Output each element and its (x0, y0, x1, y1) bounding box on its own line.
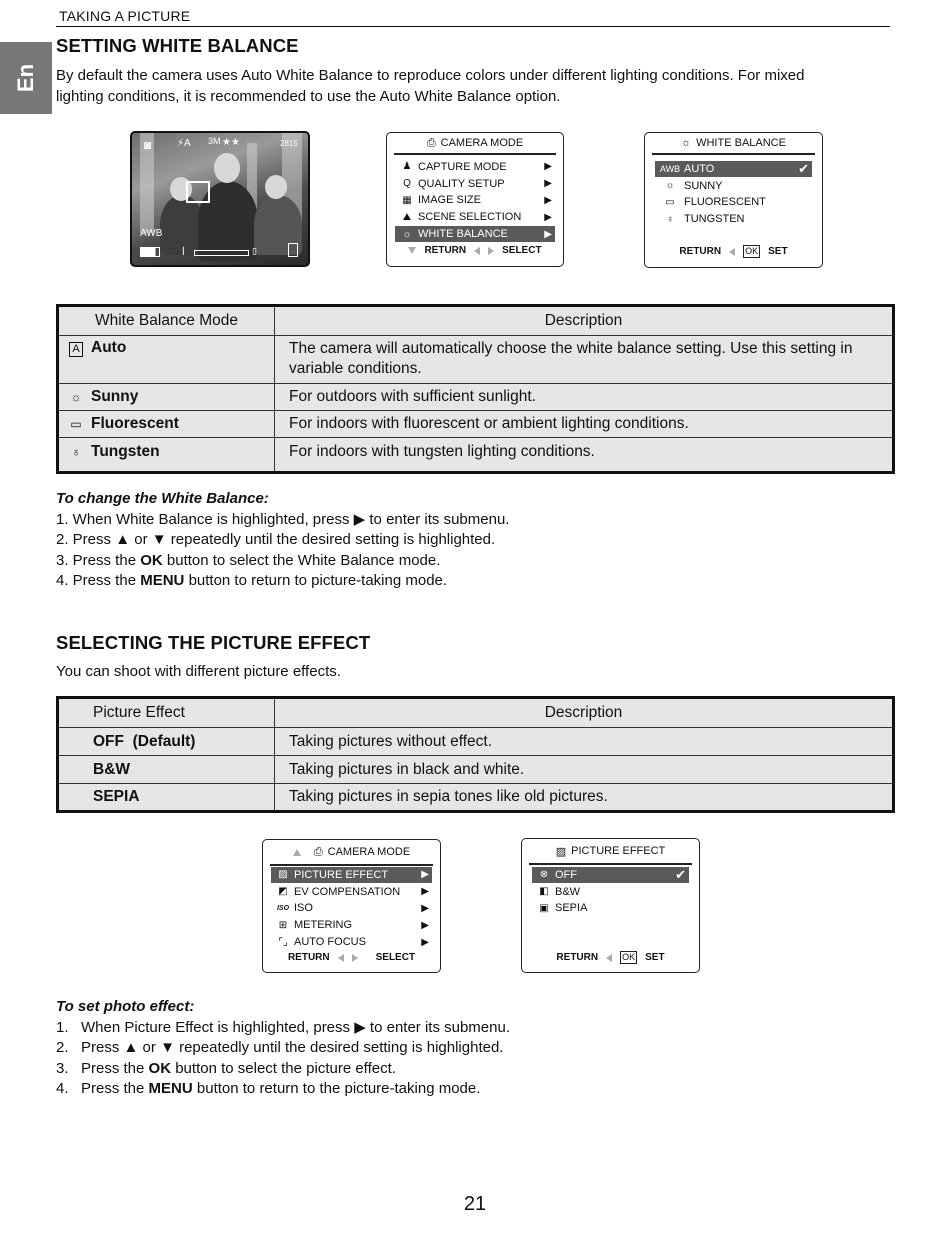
fluorescent-icon: ▭ (70, 417, 82, 431)
wb-option-label: TUNGSTEN (684, 213, 745, 226)
wb-option-label: FLUORESCENT (684, 196, 766, 209)
table-header-row (58, 698, 894, 728)
menu-item-label: METERING (294, 919, 353, 932)
column-header: Description (275, 698, 894, 728)
mode-cell: SEPIA (58, 784, 275, 812)
effect-option-label: B&W (555, 885, 581, 898)
zoom-bar (194, 250, 249, 256)
effect-option-off[interactable] (532, 867, 689, 884)
picture-effect-menu-screen (521, 838, 700, 973)
description-cell: Taking pictures in black and white. (275, 756, 894, 784)
step-text: button to select the White Balance mode. (166, 551, 441, 569)
white-balance-icon: ☼ (402, 228, 412, 240)
step-text: repeatedly until the desired setting is highlighted. (179, 1039, 504, 1056)
menu-item-metering[interactable] (271, 917, 432, 934)
menu-button-label: MENU (140, 572, 185, 589)
menu-item-label: EV COMPENSATION (294, 885, 401, 898)
mode-cell (58, 438, 275, 473)
column-header: Picture Effect (58, 698, 275, 728)
white-balance-heading: SETTING WHITE BALANCE (56, 35, 299, 56)
menu-item-label: ISO (294, 902, 313, 915)
menu-item-label: PICTURE EFFECT (294, 868, 389, 881)
menu-item-label: IMAGE SIZE (418, 194, 481, 207)
left-arrow-icon (338, 954, 344, 962)
quality-stars: ★★ (222, 137, 240, 148)
menu-item-label: CAPTURE MODE (418, 160, 507, 173)
table-row (58, 336, 894, 384)
sun-icon: ☼ (70, 390, 82, 404)
table-row (58, 411, 894, 438)
step-text: Press the (81, 1080, 145, 1097)
camera-preview-screen (130, 131, 310, 267)
header-rule (56, 26, 890, 27)
mode-cell (58, 336, 275, 384)
step-text: to enter its submenu. (369, 510, 510, 528)
right-arrow-icon (352, 954, 358, 962)
camera-mode-title (263, 840, 440, 864)
effect-option-label: SEPIA (555, 902, 588, 915)
camera-mode-menu-screen (386, 132, 564, 267)
select-label: SELECT (375, 952, 416, 963)
zoom-wide-icon: ꟾ (182, 247, 185, 257)
ev-icon: ◩ (278, 886, 288, 898)
column-header: Description (275, 306, 894, 336)
menu-button-label: MENU (148, 1080, 193, 1097)
down-arrow-icon: ▼ (151, 531, 167, 548)
menu-item-scene-selection[interactable] (395, 209, 555, 226)
section-header: TAKING A PICTURE (59, 8, 191, 24)
table-row (58, 438, 894, 473)
camera-mode-icon: ◙ (144, 138, 152, 152)
step-text: When Picture Effect is highlighted, press (81, 1018, 351, 1036)
return-label: RETURN (679, 246, 722, 257)
left-arrow-icon (474, 247, 480, 255)
menu-item-white-balance[interactable] (395, 226, 555, 243)
up-arrow-icon: ▲ (123, 1039, 139, 1056)
effect-option-bw[interactable] (532, 883, 689, 900)
quality-icon: Q (403, 178, 411, 190)
menu-footer (645, 245, 822, 258)
return-label: RETURN (556, 952, 599, 963)
ok-icon: OK (622, 952, 636, 962)
chevron-right-icon: ▶ (544, 194, 552, 206)
table-header-row (58, 306, 894, 336)
no-effect-icon: ⊗ (539, 869, 549, 881)
step-text: button to select the picture effect. (175, 1059, 396, 1077)
step-text: button to return to picture-taking mode. (188, 572, 448, 589)
down-arrow-icon: ▼ (160, 1039, 175, 1056)
step-2 (56, 1038, 510, 1059)
page-number: 21 (463, 1193, 487, 1215)
menu-item-label: QUALITY SETUP (418, 177, 505, 190)
battery-icon (140, 247, 160, 257)
image-size-icon: ▦ (402, 194, 412, 206)
table-row (58, 384, 894, 411)
picture-effect-table (56, 696, 895, 813)
flash-mode: A (184, 138, 191, 149)
description-cell: For indoors with fluorescent or ambient lighting conditions. (275, 411, 894, 438)
picture-effect-icon: ▨ (278, 869, 288, 881)
chevron-right-icon: ▶ (421, 886, 429, 898)
mode-label: Auto (91, 339, 127, 356)
bulb-icon: ♁ (666, 213, 674, 225)
step-text: 2. Press (56, 531, 112, 548)
menu-item-iso[interactable] (271, 900, 432, 917)
menu-item-capture-mode[interactable] (395, 159, 555, 176)
step-4 (56, 571, 509, 592)
menu-item-image-size[interactable] (395, 192, 555, 209)
menu-footer (522, 951, 699, 964)
menu-item-label: AUTO FOCUS (294, 936, 366, 949)
left-arrow-icon (729, 248, 735, 256)
step-text: button to return to the picture-taking mode. (196, 1080, 481, 1097)
wb-option-label: AUTO (684, 162, 715, 175)
flash-icon: ⚡A (177, 138, 191, 149)
camera-mode-title (387, 133, 563, 153)
white-balance-title (645, 133, 822, 153)
step-1 (56, 1018, 510, 1039)
step-number: 4. (56, 1080, 69, 1097)
right-arrow-icon (488, 247, 494, 255)
up-arrow-icon: ▲ (115, 531, 131, 548)
ok-button-label: OK (148, 1059, 172, 1077)
description-cell: For outdoors with sufficient sunlight. (275, 384, 894, 411)
return-label: RETURN (424, 245, 467, 256)
picture-effect-title (522, 839, 699, 863)
checkmark-icon: ✔ (675, 866, 686, 882)
mode-cell (58, 411, 275, 438)
table-row (58, 756, 894, 784)
menu-item-quality-setup[interactable] (395, 175, 555, 192)
down-arrow-icon (408, 247, 416, 254)
left-arrow-icon (606, 954, 612, 962)
mode-label: Sunny (91, 388, 139, 405)
step-3 (56, 551, 509, 572)
camera-mode-title-text: CAMERA MODE (327, 846, 411, 858)
right-arrow-icon: ▶ (354, 1018, 366, 1036)
wb-option-fluorescent[interactable] (655, 194, 812, 211)
step-text: repeatedly until the desired setting is highlighted. (170, 531, 496, 548)
awb-indicator: AWB (140, 228, 163, 239)
awb-icon: AWB (659, 163, 681, 174)
description-cell: The camera will automatically choose the white balance setting. Use this setting in variable conditions. (275, 336, 894, 384)
sepia-icon: ▣ (539, 902, 549, 914)
step-number: 2. (56, 1039, 69, 1056)
step-text: 4. Press the (56, 572, 137, 589)
camera-mode-menu-screen-2 (262, 839, 441, 973)
step-text: or (134, 531, 148, 548)
chevron-right-icon: ▶ (544, 211, 552, 223)
select-label: SELECT (502, 245, 542, 256)
description-cell: Taking pictures without effect. (275, 728, 894, 756)
iso-icon: ISO (276, 904, 290, 912)
step-number: 3. (56, 1059, 69, 1077)
white-balance-menu-screen (644, 132, 823, 268)
metering-icon: ⊞ (278, 919, 288, 931)
white-balance-intro: By default the camera uses Auto White Balance to reproduce colors under different lighting conditions. For mixed lighting conditions, it is recommended to use the Auto White Balance option. (56, 67, 805, 105)
mode-label: Tungsten (91, 443, 160, 460)
menu-item-auto-focus[interactable] (271, 934, 432, 951)
wb-option-sunny[interactable] (655, 177, 812, 194)
picture-effect-steps (56, 997, 510, 1100)
white-balance-icon: ☼ (681, 137, 692, 149)
zoom-tele-icon: ▯ (252, 246, 257, 256)
camera-icon: ⎙ (426, 136, 436, 149)
white-balance-title-text: WHITE BALANCE (696, 137, 786, 149)
black-white-icon: ◧ (539, 886, 549, 898)
chevron-right-icon: ▶ (544, 161, 552, 173)
step-text: 3. Press the (56, 551, 137, 569)
wb-option-label: SUNNY (684, 179, 723, 192)
white-balance-steps (56, 489, 509, 592)
camera-mode-title-text: CAMERA MODE (440, 137, 524, 149)
description-cell: Taking pictures in sepia tones like old pictures. (275, 784, 894, 812)
steps-lead: To set photo effect: (56, 998, 195, 1015)
auto-focus-icon: ⌜⌟ (278, 936, 288, 948)
set-label: SET (768, 246, 788, 257)
ok-button-label: OK (140, 551, 163, 569)
right-arrow-icon: ▶ (353, 510, 366, 528)
menu-item-picture-effect[interactable] (271, 867, 432, 884)
menu-footer (263, 952, 440, 963)
menu-footer (387, 245, 563, 256)
step-text: Press (81, 1039, 120, 1056)
bulb-icon: ♁ (71, 445, 81, 459)
step-3 (56, 1059, 510, 1080)
step-text: to enter its submenu. (369, 1018, 510, 1036)
step-2 (56, 530, 509, 551)
step-text: Press the (81, 1059, 145, 1077)
set-label: SET (645, 952, 665, 963)
memory-card-icon (288, 243, 298, 257)
sun-icon: ☼ (665, 180, 675, 192)
picture-effect-intro: You can shoot with different picture effects. (56, 663, 341, 680)
effect-option-sepia[interactable] (532, 900, 689, 917)
steps-lead: To change the White Balance: (56, 490, 269, 507)
picture-effect-title-text: PICTURE EFFECT (571, 845, 666, 857)
step-4 (56, 1079, 510, 1100)
scene-icon: ⛰ (402, 211, 412, 223)
step-text: or (142, 1039, 156, 1056)
wb-option-auto[interactable] (655, 161, 812, 178)
picture-effect-icon: ▨ (555, 845, 567, 858)
chevron-right-icon: ▶ (544, 228, 552, 240)
table-row (58, 784, 894, 812)
capture-mode-icon: ♟ (402, 161, 412, 173)
effect-option-label: OFF (555, 868, 577, 881)
mode-cell: B&W (58, 756, 275, 784)
auto-icon: A (69, 342, 83, 357)
wb-option-tungsten[interactable] (655, 211, 812, 228)
menu-item-ev-compensation[interactable] (271, 883, 432, 900)
focus-frame-icon (186, 181, 210, 203)
mode-cell (58, 384, 275, 411)
menu-item-label: WHITE BALANCE (418, 228, 508, 241)
fluorescent-icon: ▭ (665, 196, 675, 208)
chevron-right-icon: ▶ (544, 178, 552, 190)
language-tab (0, 42, 52, 114)
shots-remaining: 2815 (280, 139, 298, 148)
step-text: 1. When White Balance is highlighted, press (56, 510, 350, 528)
step-number: 1. (56, 1018, 69, 1036)
camera-icon: ⎙ (313, 845, 323, 858)
menu-item-label: SCENE SELECTION (418, 211, 522, 224)
mode-label: Fluorescent (91, 415, 179, 432)
picture-effect-heading: SELECTING THE PICTURE EFFECT (56, 632, 371, 653)
checkmark-icon: ✔ (798, 160, 809, 176)
return-label: RETURN (287, 952, 330, 963)
image-size-indicator: 3M (208, 136, 221, 146)
up-arrow-icon (293, 849, 301, 856)
language-tab-label: En (13, 63, 38, 93)
chevron-right-icon: ▶ (421, 919, 429, 931)
table-row (58, 728, 894, 756)
chevron-right-icon: ▶ (421, 902, 429, 914)
column-header: White Balance Mode (58, 306, 275, 336)
mode-cell: OFF (Default) (58, 728, 275, 756)
chevron-right-icon: ▶ (421, 869, 429, 881)
chevron-right-icon: ▶ (421, 936, 429, 948)
step-1 (56, 510, 509, 531)
white-balance-table (56, 304, 895, 474)
ok-icon: OK (745, 246, 759, 256)
description-cell: For indoors with tungsten lighting conditions. (275, 438, 894, 473)
